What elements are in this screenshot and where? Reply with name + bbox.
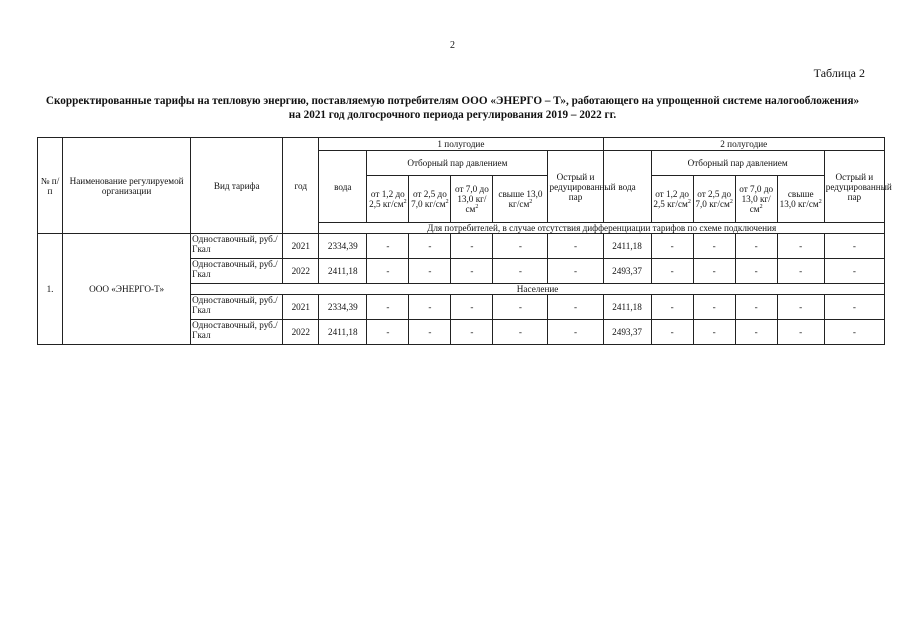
tariff-type-cell: Одноставочный, руб./Гкал (191, 234, 283, 259)
tariff-type-cell: Одноставочный, руб./Гкал (191, 320, 283, 345)
tariff-type-cell: Одноставочный, руб./Гкал (191, 259, 283, 284)
value-cell: 2493,37 (603, 320, 651, 345)
value-cell: - (548, 295, 603, 320)
value-cell: - (548, 259, 603, 284)
value-cell: - (409, 320, 451, 345)
value-cell: - (367, 295, 409, 320)
value-cell: - (451, 295, 493, 320)
page-number: 2 (450, 40, 455, 51)
year-cell: 2021 (283, 234, 319, 259)
value-cell: - (824, 259, 884, 284)
value-cell: 2411,18 (319, 320, 367, 345)
value-cell: - (824, 295, 884, 320)
value-cell: - (651, 295, 693, 320)
value-cell: - (409, 234, 451, 259)
header-tariff-type: Вид тарифа (191, 138, 283, 234)
value-cell: - (493, 295, 548, 320)
value-cell: - (824, 234, 884, 259)
value-cell: - (409, 295, 451, 320)
value-cell: - (651, 234, 693, 259)
value-cell: 2411,18 (319, 259, 367, 284)
header-org: Наименование регулируемой организации (63, 138, 191, 234)
value-cell: - (451, 320, 493, 345)
header-h2-sharp-steam: Острый и редуцированный пар (824, 151, 884, 223)
value-cell: - (735, 234, 777, 259)
document-title: Скорректированные тарифы на тепловую энергию, поставляемую потребителям ООО «ЭНЕРГО – Т», работающего на упрощенной системе налогообложения» на 2021 год долгосрочного периода регулирования 2019 – 2022 гг. (45, 95, 860, 121)
org-number: 1. (38, 234, 63, 345)
header-year: год (283, 138, 319, 234)
section-title: Население (191, 284, 885, 295)
header-h2-col: свыше 13,0 $кг/см^2$ (777, 176, 824, 223)
value-cell: - (777, 295, 824, 320)
value-cell: - (693, 234, 735, 259)
header-num: № п/п (38, 138, 63, 234)
value-cell: - (693, 295, 735, 320)
value-cell: - (548, 320, 603, 345)
value-cell: - (735, 295, 777, 320)
value-cell: 2411,18 (603, 234, 651, 259)
header-h1-col: от 2,5 до 7,0 $кг/см^2$ (409, 176, 451, 223)
value-cell: - (451, 259, 493, 284)
header-h1-col: от 1,2 до 2,5 $кг/см^2$ (367, 176, 409, 223)
value-cell: - (651, 259, 693, 284)
value-cell: 2493,37 (603, 259, 651, 284)
value-cell: - (735, 259, 777, 284)
value-cell: - (367, 320, 409, 345)
value-cell: - (493, 259, 548, 284)
value-cell: - (693, 320, 735, 345)
header-h1-water: вода (319, 151, 367, 223)
value-cell: - (493, 234, 548, 259)
value-cell: - (824, 320, 884, 345)
value-cell: - (409, 259, 451, 284)
year-cell: 2022 (283, 320, 319, 345)
table-label: Таблица 2 (813, 66, 865, 80)
value-cell: 2334,39 (319, 295, 367, 320)
year-cell: 2021 (283, 295, 319, 320)
header-h2-col: от 1,2 до 2,5 $кг/см^2$ (651, 176, 693, 223)
header-h1-col: от 7,0 до 13,0 $кг/см^2$ (451, 176, 493, 223)
value-cell: - (693, 259, 735, 284)
value-cell: - (493, 320, 548, 345)
header-h1-sharp-steam: Острый и редуцированный пар (548, 151, 603, 223)
value-cell: 2411,18 (603, 295, 651, 320)
value-cell: - (777, 259, 824, 284)
value-cell: - (451, 234, 493, 259)
header-h2-col: от 2,5 до 7,0 $кг/см^2$ (693, 176, 735, 223)
value-cell: - (367, 234, 409, 259)
header-h2-col: от 7,0 до 13,0 $кг/см^2$ (735, 176, 777, 223)
year-cell: 2022 (283, 259, 319, 284)
header-h2-water: вода (603, 151, 651, 223)
value-cell: 2334,39 (319, 234, 367, 259)
header-h2-steam-group: Отборный пар давлением (651, 151, 824, 176)
value-cell: - (777, 234, 824, 259)
value-cell: - (777, 320, 824, 345)
value-cell: - (548, 234, 603, 259)
value-cell: - (367, 259, 409, 284)
section-title: Для потребителей, в случае отсутствия дифференциации тарифов по схеме подключения (319, 223, 885, 234)
header-h1-col: свыше 13,0 $кг/см^2$ (493, 176, 548, 223)
tariff-table (37, 137, 892, 345)
header-half1: 1 полугодие (319, 138, 603, 151)
header-half2: 2 полугодие (603, 138, 884, 151)
org-name: ООО «ЭНЕРГО-Т» (63, 234, 191, 345)
value-cell: - (735, 320, 777, 345)
value-cell: - (651, 320, 693, 345)
tariff-type-cell: Одноставочный, руб./Гкал (191, 295, 283, 320)
header-h1-steam-group: Отборный пар давлением (367, 151, 548, 176)
